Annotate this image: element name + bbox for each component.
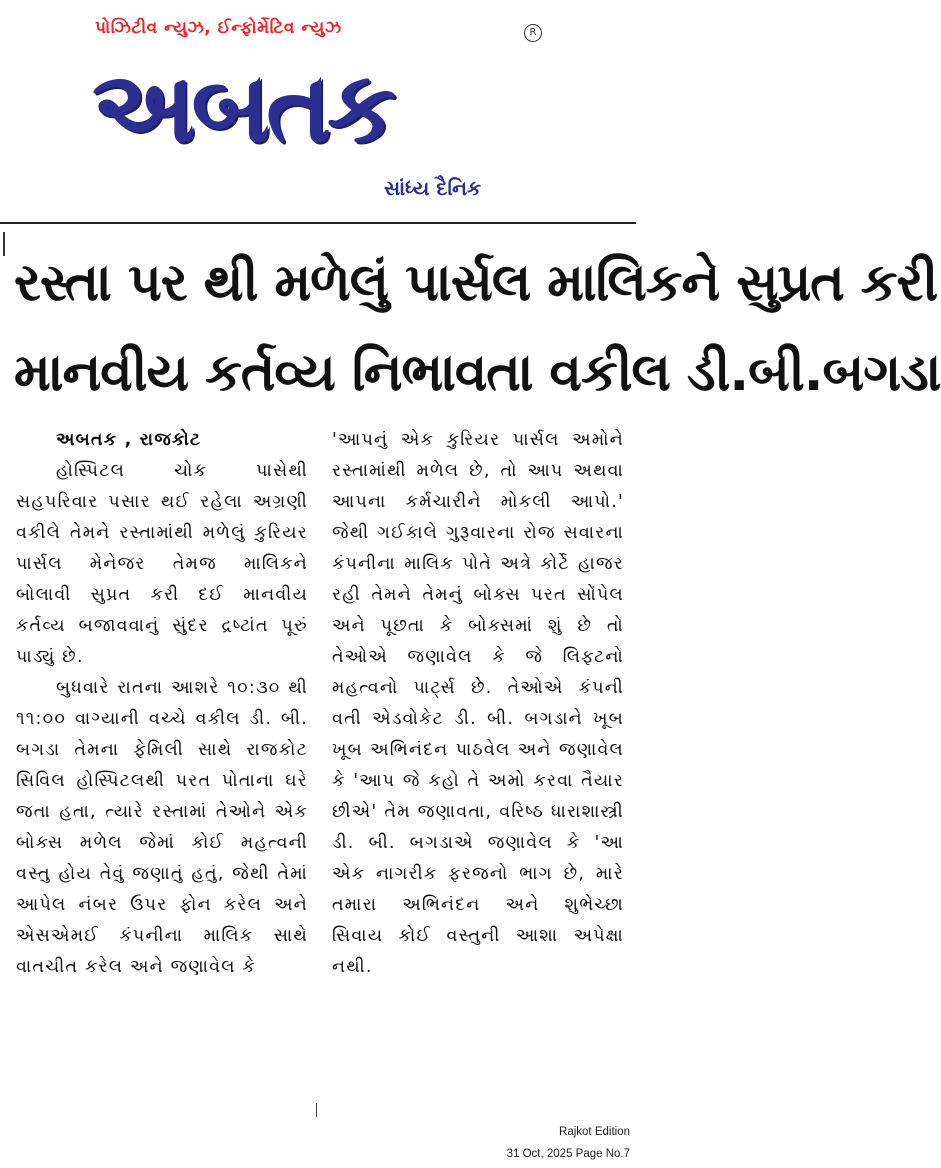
edition-name: Rajkot Edition xyxy=(559,1126,630,1138)
article-dateline: અબતક , રાજકોટ xyxy=(56,430,202,450)
newspaper-logo: અબતક xyxy=(92,51,393,165)
headline-line-1: રસ્તા પર થી મળેલું પાર્સલ માલિકને સુપ્રત કરી xyxy=(14,253,938,313)
edition-date-page: 31 Oct, 2025 Page No.7 xyxy=(506,1148,630,1160)
edition-footer xyxy=(507,1121,630,1165)
headline-line-2: માનવીય કર્તવ્ય નિભાવતા વકીલ ડી.બી.બગડા xyxy=(14,343,941,403)
registered-trademark-icon: R xyxy=(524,24,542,42)
article-column-right xyxy=(332,425,624,983)
article-column-left xyxy=(16,425,308,983)
masthead-tagline: પોઝિટીવ ન્યુઝ, ઈન્ફોર્મેટિવ ન્યુઝ xyxy=(95,18,342,38)
masthead xyxy=(0,0,636,226)
masthead-divider xyxy=(0,222,636,224)
article-headline xyxy=(14,238,941,418)
article-paragraph-1: હોસ્પિટલ ચોક પાસેથી સહપરિવાર પસાર થઈ રહેલા અગ્રણી વકીલે તેમને રસ્તામાંથી મળેલું કુરિયર પાર્સલ મેનેજર તેમજ માલિકને બોલાવી સુપ્રત કરી દઈ માનવીય કર્તવ્ય બજાવવાનું સુંદર દ્રષ્ટાંત પૂરું પાડ્યું છે. xyxy=(16,461,308,667)
clipping-edge-mark xyxy=(3,232,5,256)
clipping-bottom-mark xyxy=(316,1103,317,1117)
column-gutter xyxy=(316,430,317,1090)
article-paragraph-2: બુધવારે રાતના આશરે ૧૦:૩૦ થી ૧૧:૦૦ વાગ્યાની વચ્ચે વકીલ ડી. બી. બગડા તેમના ફેમિલી સાથે રાજકોટ સિવિલ હોસ્પિટલથી પરત પોતાના ઘરે જતા હતા, ત્યારે રસ્તામાં તેઓને એક બોક્સ મળેલ જેમાં કોઈ મહત્વની વસ્તુ હોય તેવું જણાતું હતું, જેથી તેમાં આપેલ નંબર ઉપર ફોન કરેલ અને એસએમઈ કંપનીના માલિક સાથે વાતચીત કરેલ અને જણાવેલ કે xyxy=(16,678,308,977)
masthead-subtitle: સાંધ્ય દૈનિક xyxy=(384,176,482,200)
article-paragraph-3: 'આપનું એક કુરિયર પાર્સલ અમોને રસ્તામાંથી મળેલ છે, તો આપ અથવા આપના કર્મચારીને મોકલી આપો.' જેથી ગઈકાલે ગુરૂવારના રોજ સવારના કંપનીના માલિક પોતે અત્રે કોર્ટે હાજર રહી તેમને તેમનું બોક્સ પરત સોંપેલ અને પૂછતા કે બોક્સમાં શું છે તો તેઓએ જણાવેલ કે જે લિફ્ટનો મહત્વનો પાર્ટ્સ છે. તેઓએ કંપની વતી એડવોકેટ ડી. બી. બગડાને ખૂબ ખૂબ અભિનંદન પાઠવેલ અને જણાવેલ કે 'આપ જે કહો તે અમો કરવા તૈયાર છીએ' તેમ જણાવતા, વરિષ્ઠ ધારાશાસ્ત્રી ડી. બી. બગડાએ જણાવેલ કે 'આ એક નાગરીક ફરજનો ભાગ છે, મારે તમારા અભિનંદન અને શુભેચ્છા સિવાય કોઈ વસ્તુની આશા અપેક્ષા નથી. xyxy=(332,430,624,977)
